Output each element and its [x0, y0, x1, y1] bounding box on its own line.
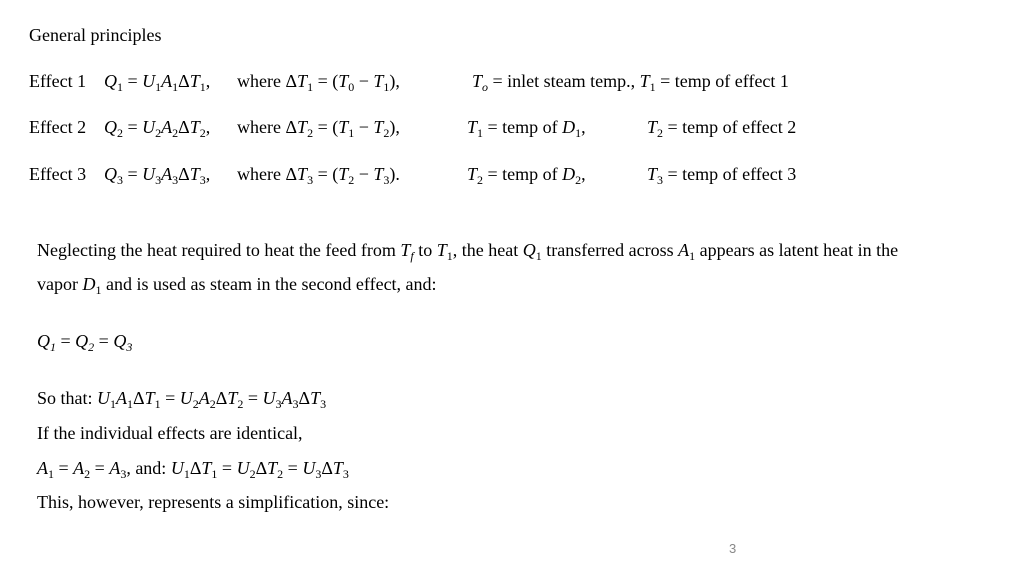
paragraph-line-2: vapor $D_1$ and is used as steam in the second effect, and: [37, 274, 437, 297]
paragraph-line-1: Neglecting the heat required to heat the feed from $T_f$ to $T_1$, the heat $Q_1$ transferred across $A_1$ appears as latent heat in the [37, 240, 899, 263]
effect-3-note-2: $T_3$ = temp of effect 3 [647, 164, 797, 187]
effect-3-equation: $Q_3 = U_3A_3\Delta T_3$, [104, 164, 211, 187]
heat-equality: $Q_1 = Q_2 = Q_3$ [37, 331, 133, 354]
effect-1-note: $T_o$ = inlet steam temp., $T_1$ = temp of effect 1 [472, 71, 789, 94]
effect-1-equation: $Q_1 = U_1A_1\Delta T_1$, [104, 71, 211, 94]
effect-3-note-1: $T_2$ = temp of $D_2$, [467, 164, 586, 187]
effect-2-where: where $\Delta T_2 = (T_1 - T_2)$, [237, 117, 400, 140]
identical-line: If the individual effects are identical, [37, 423, 303, 443]
effect-1-where: where $\Delta T_1 = (T_0 - T_1)$, [237, 71, 400, 94]
so-that-line: So that: $U_1A_1\Delta T_1 = U_2A_2\Delta T_2 = U_3A_3\Delta T_3$ [37, 388, 327, 411]
page-number: 3 [729, 541, 737, 556]
effect-2-note-1: $T_1$ = temp of $D_1$, [467, 117, 586, 140]
effect-3-label: Effect 3 [29, 164, 87, 184]
areas-line: $A_1 = A_2 = A_3$, and: $U_1\Delta T_1 = U_2\Delta T_2 = U_3\Delta T_3$ [37, 458, 349, 481]
however-line: This, however, represents a simplification, since: [37, 492, 390, 512]
effect-2-note-2: $T_2$ = temp of effect 2 [647, 117, 797, 140]
page-heading: General principles [29, 25, 162, 45]
effect-2-equation: $Q_2 = U_2A_2\Delta T_2$, [104, 117, 211, 140]
effect-2-label: Effect 2 [29, 117, 87, 137]
effect-3-where: where $\Delta T_3 = (T_2 - T_3)$. [237, 164, 400, 187]
effect-1-label: Effect 1 [29, 71, 87, 91]
